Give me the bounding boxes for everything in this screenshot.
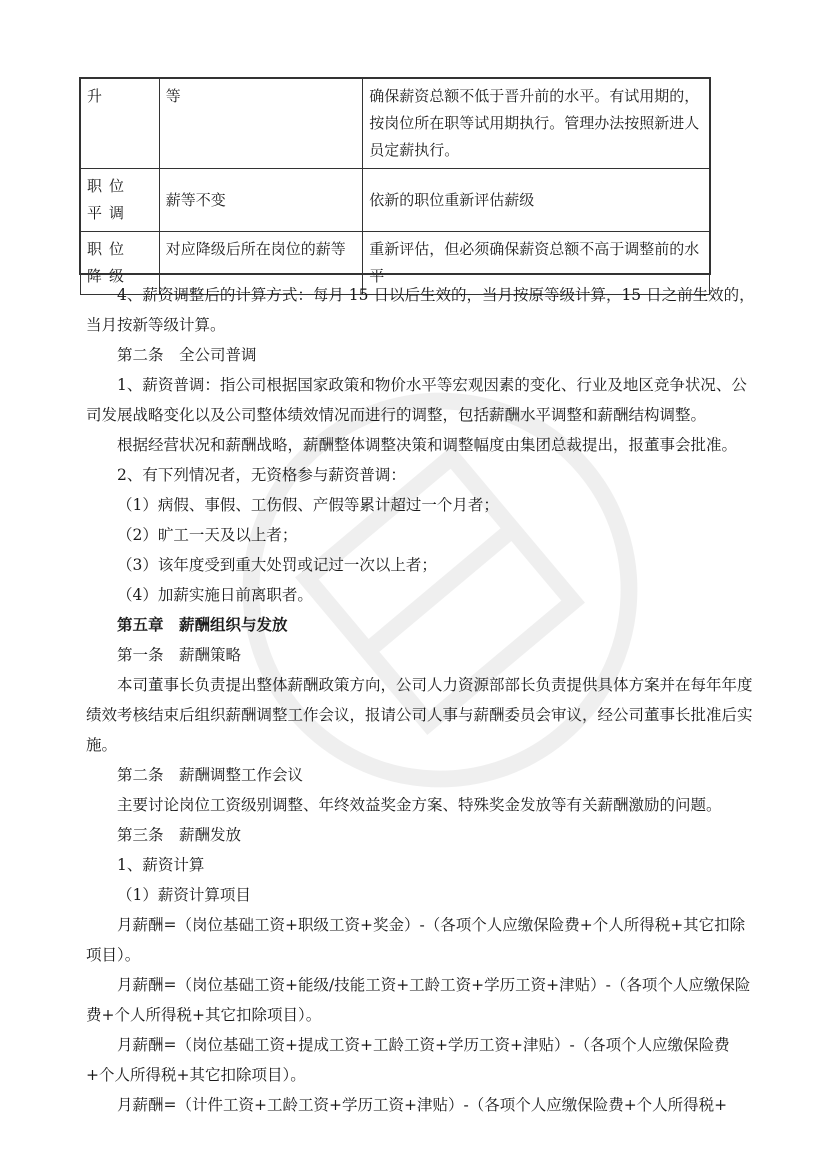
table-cell: 职位降级 [81, 232, 160, 295]
table-cell: 等 [159, 79, 363, 169]
table-cell: 薪等不变 [159, 169, 363, 232]
table-cell: 升 [81, 79, 160, 169]
table-cell: 对应降级后所在岗位的薪等 [159, 232, 363, 295]
paragraph: 2、有下列情况者，无资格参与薪资普调： [117, 466, 406, 484]
formula-paragraph: 月薪酬=（岗位基础工资+职级工资+奖金）-（各项个人应缴保险费+个人所得税+其它扣除项目）。 [86, 916, 746, 964]
list-item: （2）旷工一天及以上者； [117, 526, 298, 544]
formula-paragraph: 月薪酬=（岗位基础工资+能级/技能工资+工龄工资+学历工资+津贴）-（各项个人应缴保险费+个人所得税+其它扣除项目）。 [86, 976, 751, 1024]
paragraph: 1、薪资普调：指公司根据国家政策和物价水平等宏观因素的变化、行业及地区竞争状况、公司发展战略变化以及公司整体绩效情况而进行的调整，包括薪酬水平调整和薪酬结构调整。 [86, 376, 747, 424]
section-heading: 第一条 薪酬策略 [117, 646, 242, 664]
table-cell: 重新评估，但必须确保薪资总额不高于调整前的水平 [363, 232, 710, 295]
paragraph: 主要讨论岗位工资级别调整、年终效益奖金方案、特殊奖金发放等有关薪酬激励的问题。 [117, 796, 722, 814]
body-text [86, 280, 756, 1120]
formula-paragraph: 月薪酬=（岗位基础工资+提成工资+工龄工资+学历工资+津贴）-（各项个人应缴保险费+个人所得税+其它扣除项目）。 [86, 1036, 730, 1084]
paragraph: 根据经营状况和薪酬战略，薪酬整体调整决策和调整幅度由集团总裁提出，报董事会批准。 [117, 436, 738, 454]
formula-paragraph: 月薪酬=（计件工资+工龄工资+学历工资+津贴）-（各项个人应缴保险费+个人所得税+ [117, 1096, 728, 1114]
table-cell: 依新的职位重新评估薪级 [363, 169, 710, 232]
table-row [81, 79, 710, 169]
paragraph: 4、薪资调整后的计算方式：每月 15 日以后生效的，当月按原等级计算，15 日之前生效的，当月按新等级计算。 [86, 286, 755, 334]
list-item: （1）薪资计算项目 [117, 886, 251, 904]
table-row [81, 169, 710, 232]
paragraph: 1、薪资计算 [117, 856, 205, 874]
list-item: （1）病假、事假、工伤假、产假等累计超过一个月者； [117, 496, 499, 514]
table-cell: 职位平调 [81, 169, 160, 232]
section-heading: 第二条 薪酬调整工作会议 [117, 766, 304, 784]
section-heading: 第二条 全公司普调 [117, 346, 257, 364]
section-heading: 第三条 薪酬发放 [117, 826, 242, 844]
chapter-heading: 第五章 薪酬组织与发放 [117, 615, 288, 634]
list-item: （3）该年度受到重大处罚或记过一次以上者； [117, 556, 437, 574]
paragraph: 本司董事长负责提出整体薪酬政策方向，公司人力资源部部长负责提供具体方案并在每年年度绩效考核结束后组织薪酬调整工作会议，报请公司人事与薪酬委员会审议，经公司董事长批准后实施。 [86, 676, 753, 754]
table-cell: 确保薪资总额不低于晋升前的水平。有试用期的，按岗位所在职等试用期执行。管理办法按照新进人员定薪执行。 [363, 79, 710, 169]
list-item: （4）加薪实施日前离职者。 [117, 586, 313, 604]
salary-adjustment-table [80, 78, 710, 295]
